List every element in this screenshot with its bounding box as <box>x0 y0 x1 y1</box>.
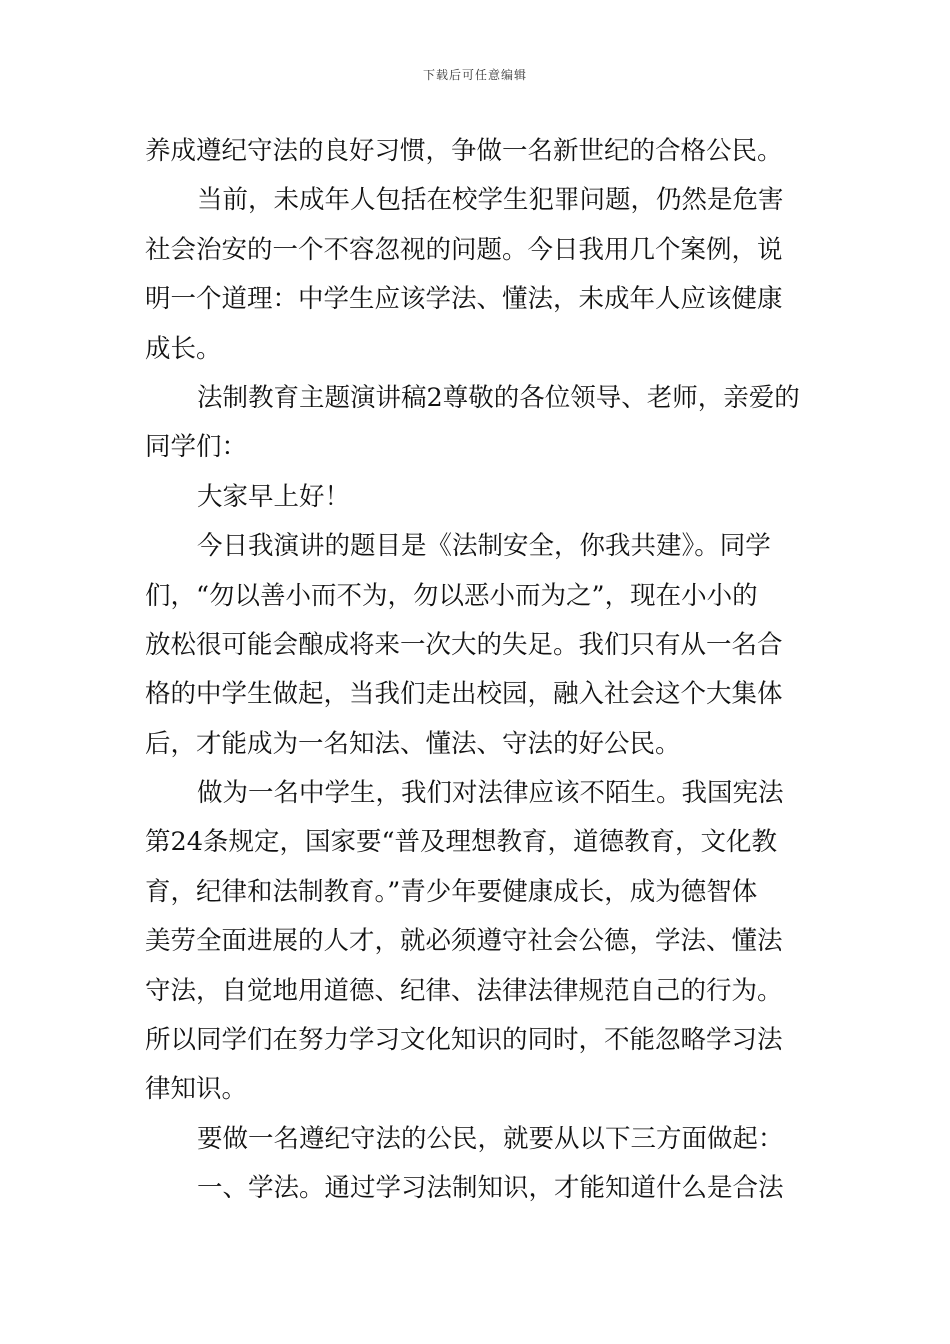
text-line: 养成遵纪守法的良好习惯，争做一名新世纪的合格公民。 <box>145 136 783 166</box>
paragraph-start-line: 要做一名遵纪守法的公民，就要从以下三方面做起： <box>197 1123 784 1154</box>
text-line: 律知识。 <box>145 1074 248 1105</box>
text-line: 同学们： <box>145 432 248 463</box>
text-line: 第24条规定，国家要“普及理想教育，道德教育，文化教 <box>145 827 777 858</box>
text-line: 社会治安的一个不容忽视的问题。今日我用几个案例，说 <box>145 234 783 265</box>
header-note: 下载后可任意编辑 <box>422 68 527 82</box>
paragraph-start-line: 大家早上好！ <box>197 481 351 512</box>
text-line: 成长。 <box>145 333 222 364</box>
paragraph-start-line: 今日我演讲的题目是《法制安全，你我共建》。同学 <box>197 531 771 562</box>
text-line: 所以同学们在努力学习文化知识的同时，不能忽略学习法 <box>145 1025 783 1056</box>
text-line: 格的中学生做起，当我们走出校园，融入社会这个大集体 <box>145 679 783 710</box>
paragraph-start-line: 做为一名中学生，我们对法律应该不陌生。我国宪法 <box>197 778 784 809</box>
text-line: 育，纪律和法制教育。”青少年要健康成长，成为德智体 <box>145 876 758 907</box>
text-line: 们，“勿以善小而不为，勿以恶小而为之”，现在小小的 <box>145 580 758 611</box>
text-line: 守法，自觉地用道德、纪律、法律法律规范自己的行为。 <box>145 975 783 1006</box>
paragraph-start-line: 法制教育主题演讲稿2尊敬的各位领导、老师，亲爱的 <box>197 382 800 413</box>
text-line: 美劳全面进展的人才，就必须遵守社会公德，学法、懂法 <box>145 926 783 957</box>
paragraph-start-line: 当前，未成年人包括在校学生犯罪问题，仍然是危害 <box>197 185 784 216</box>
text-line: 放松很可能会酿成将来一次大的失足。我们只有从一名合 <box>145 629 783 660</box>
document-body <box>145 127 810 1214</box>
text-line: 后，才能成为一名知法、懂法、守法的好公民。 <box>145 728 681 759</box>
paragraph-start-line: 一、学法。通过学习法制知识，才能知道什么是合法 <box>197 1173 784 1204</box>
text-line: 明一个道理：中学生应该学法、懂法，未成年人应该健康 <box>145 284 783 315</box>
